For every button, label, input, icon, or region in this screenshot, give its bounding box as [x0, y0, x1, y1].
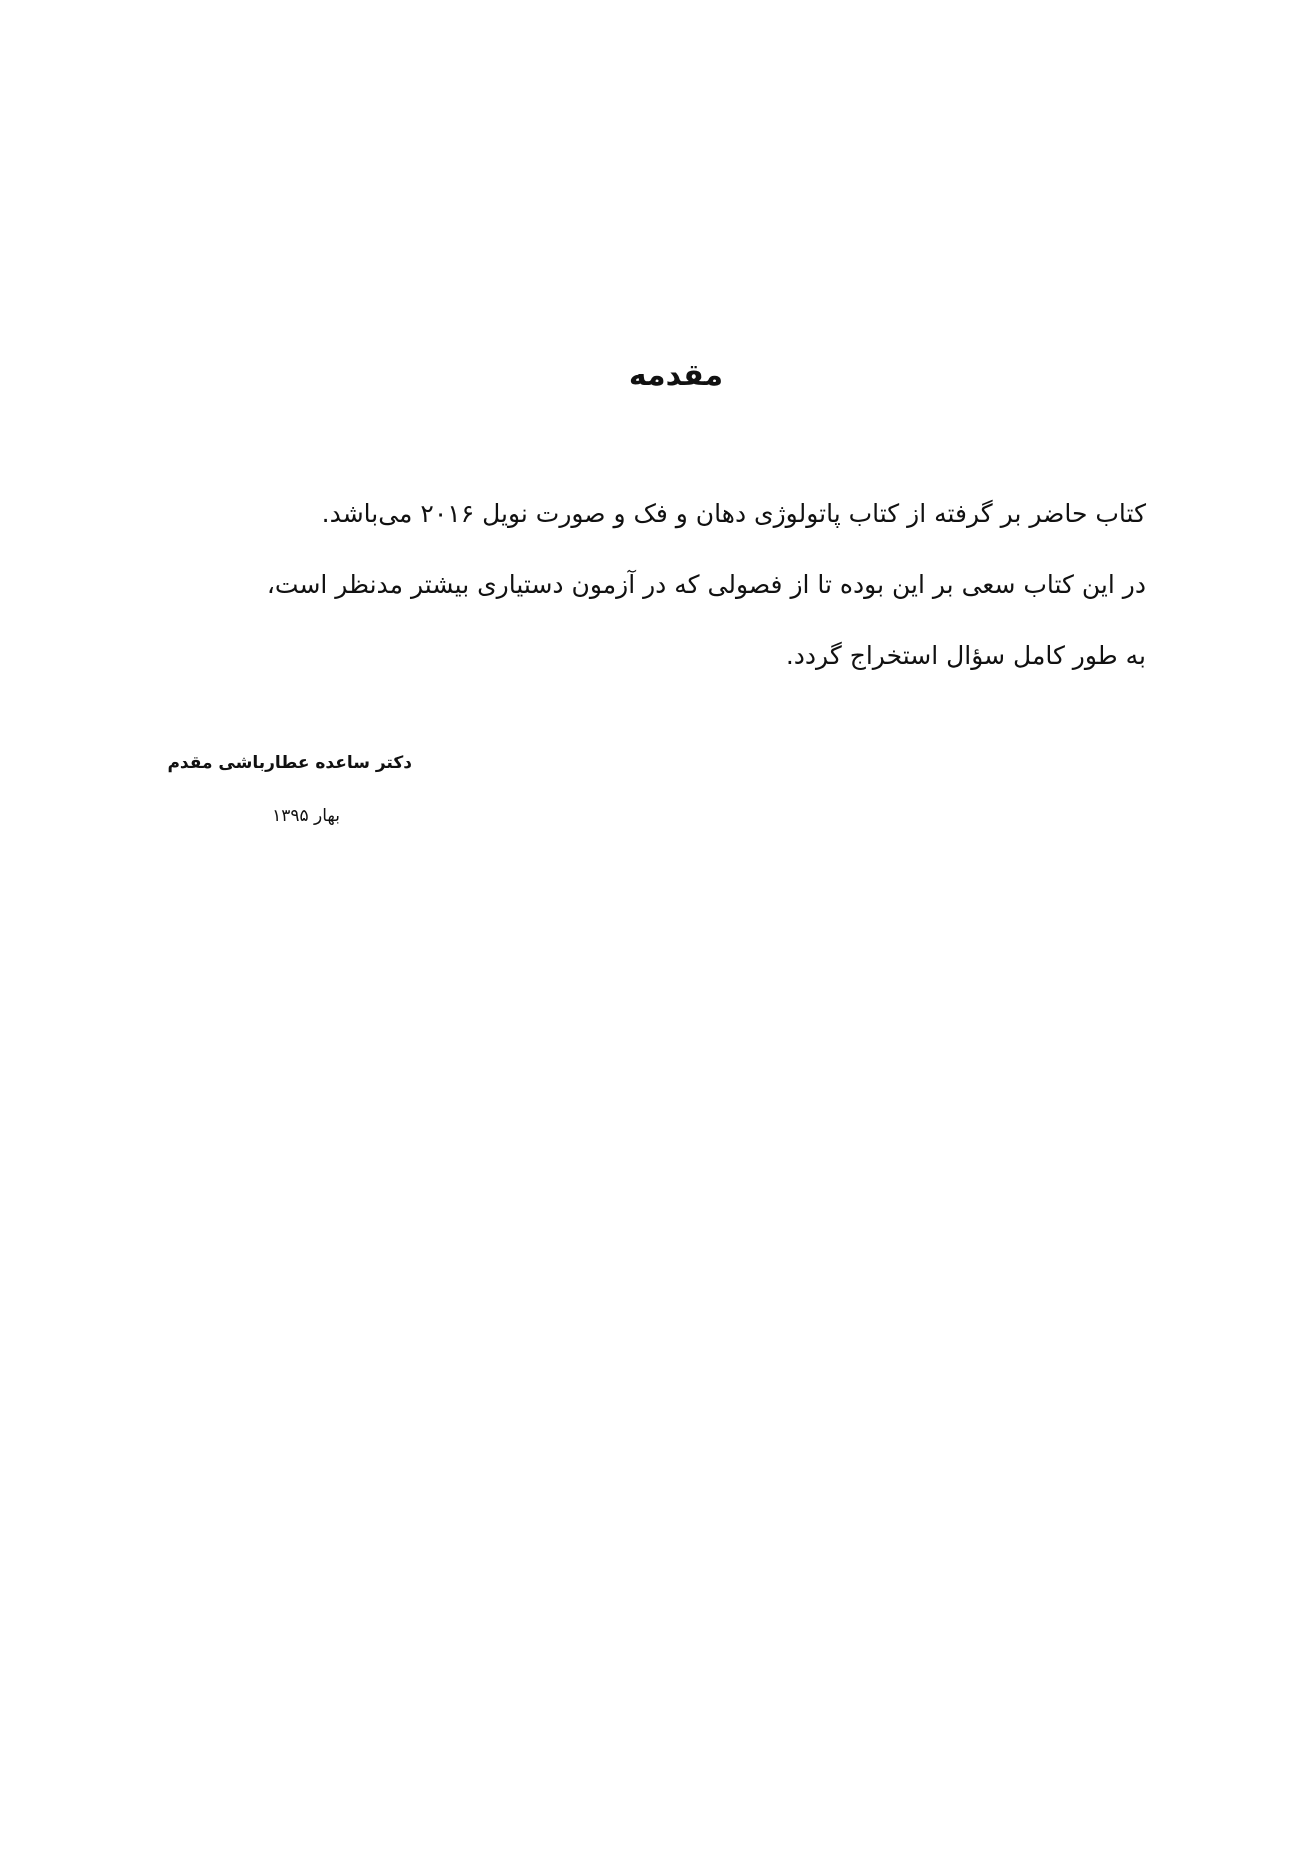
page-title: مقدمه — [628, 358, 724, 393]
author-signature: دکتر ساعده عطارباشی مقدم — [167, 753, 412, 773]
paragraph-line: کتاب حاضر بر گرفته از کتاب پاتولوژی دهان و فک و صورت نویل ۲۰۱۶ می‌باشد. — [321, 499, 1146, 528]
intro-body — [146, 492, 1146, 705]
paragraph-line: در این کتاب سعی بر این بوده تا از فصولی که در آزمون دستیاری بیشتر مدنظر است، — [266, 570, 1146, 599]
paragraph-line: به طور کامل سؤال استخراج گردد. — [785, 641, 1146, 670]
date-line: بهار ۱۳۹۵ — [272, 806, 340, 826]
